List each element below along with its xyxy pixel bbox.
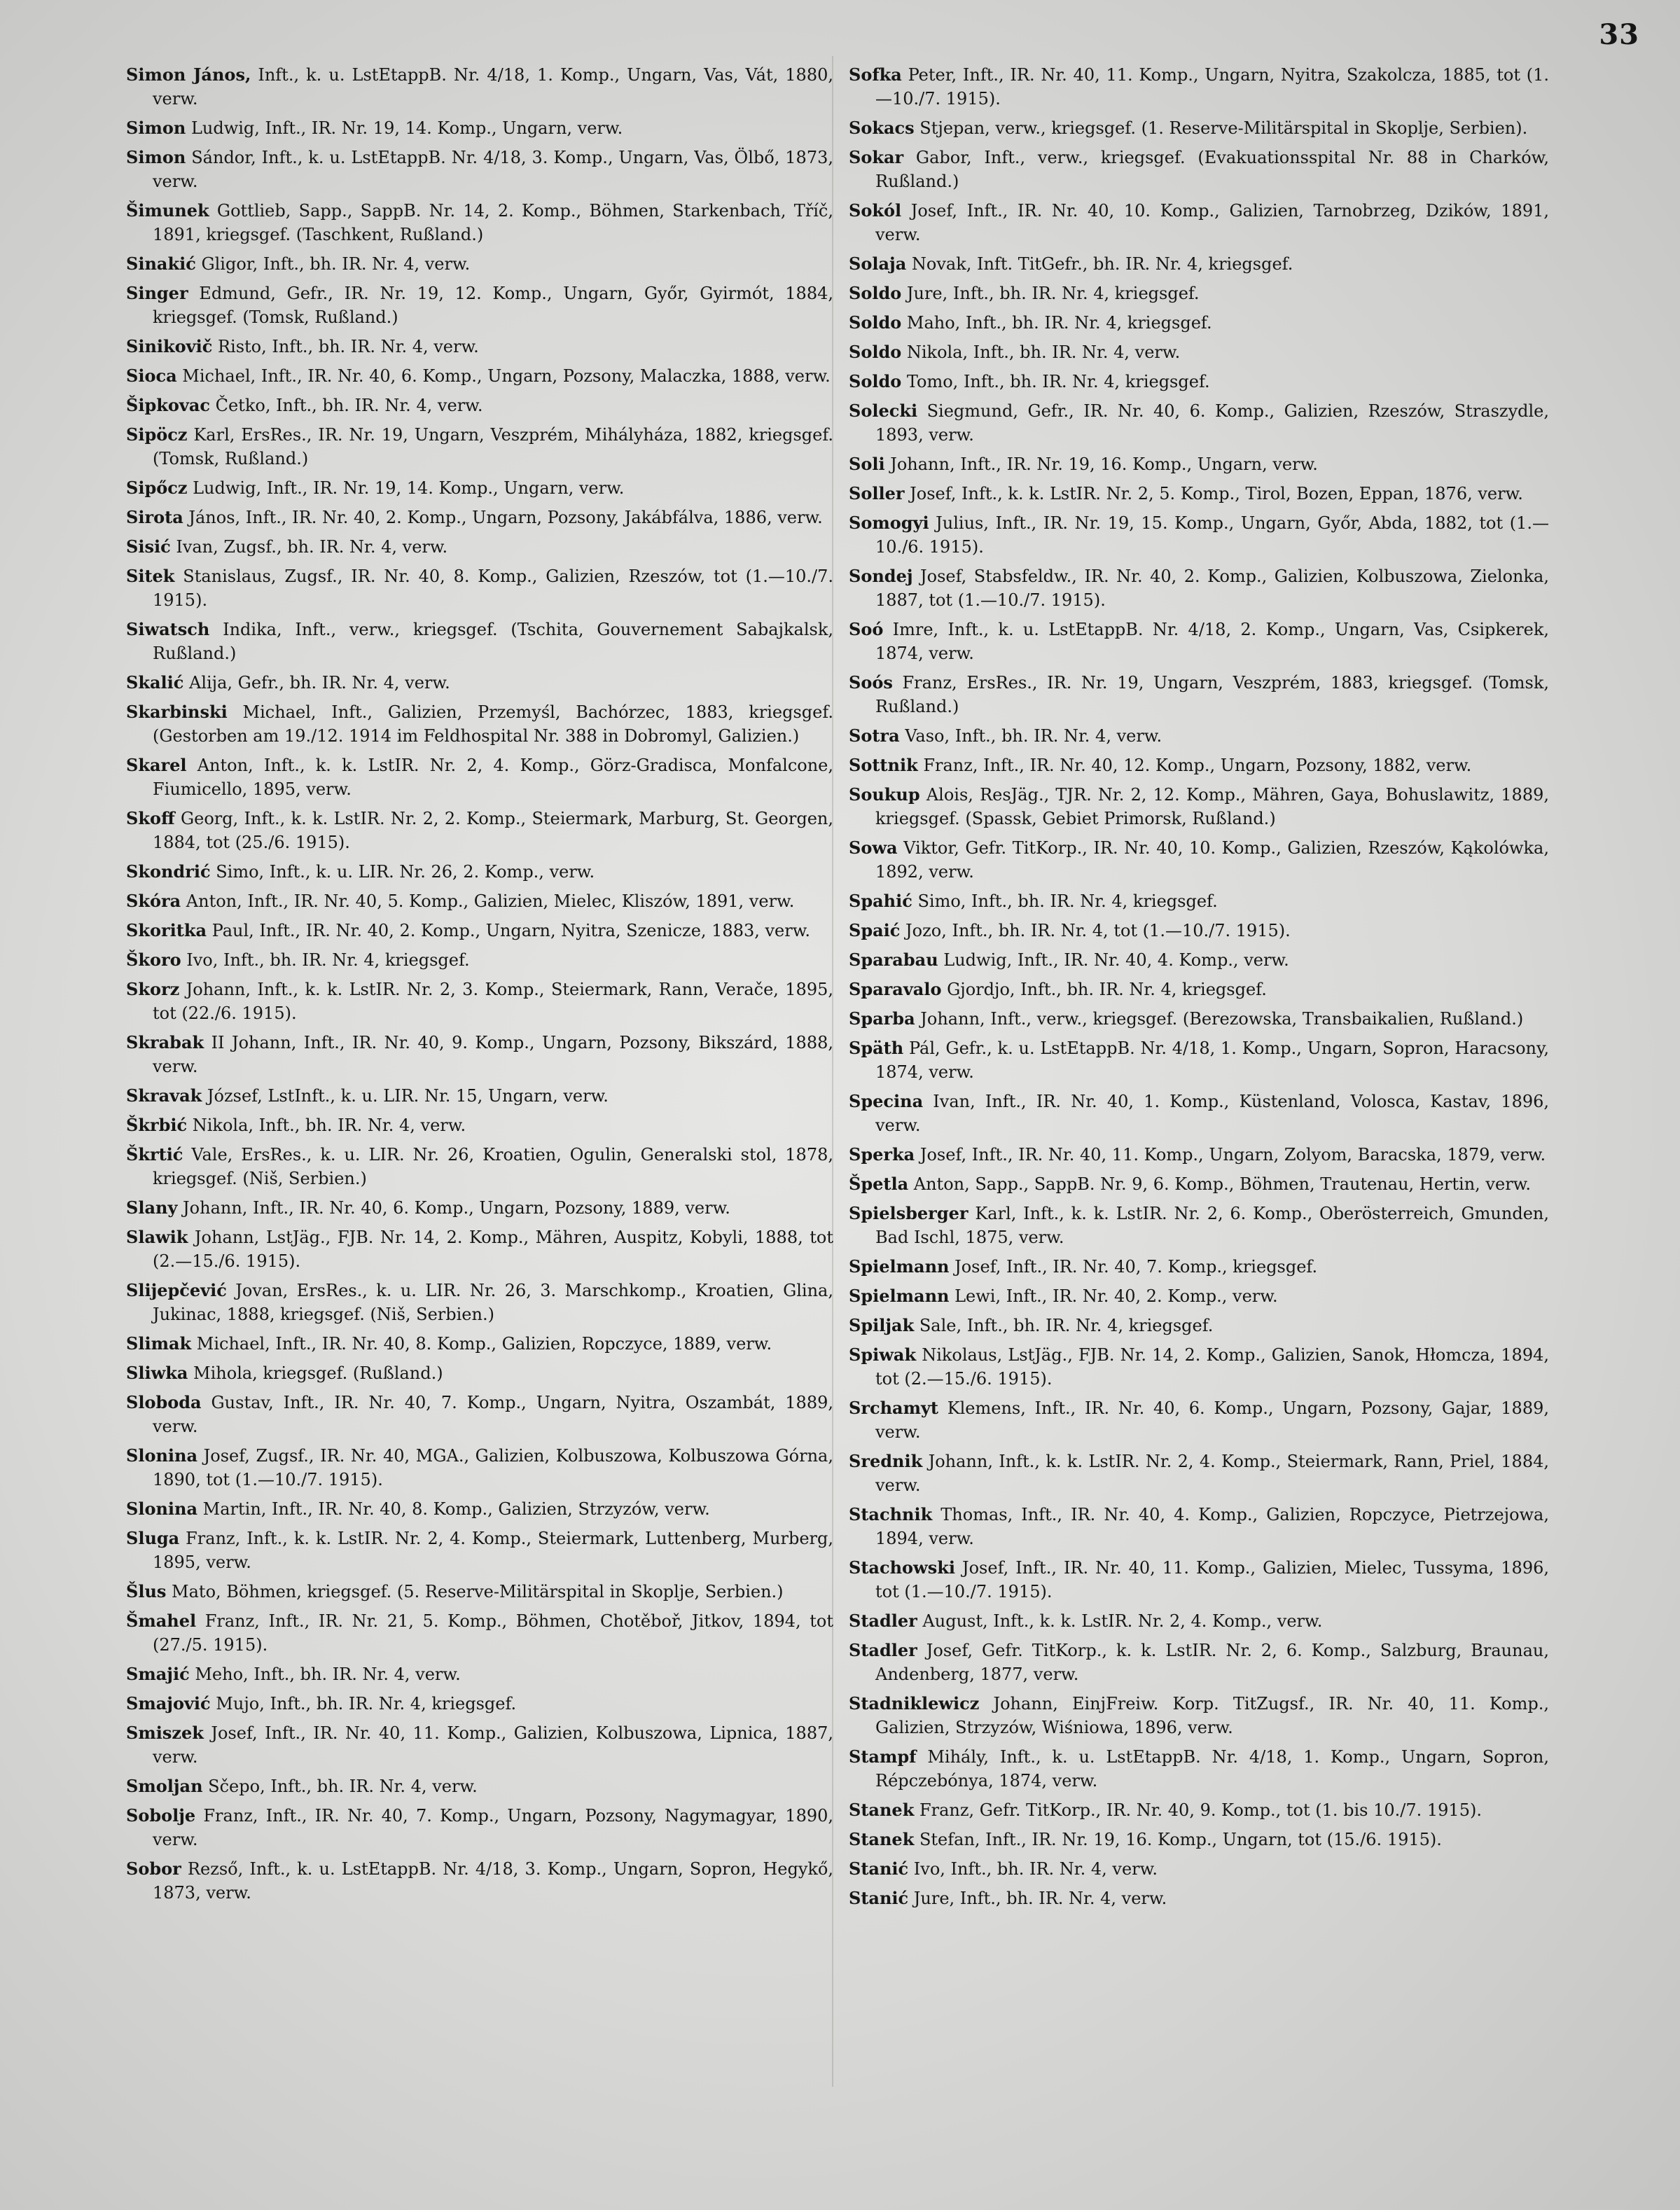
entry-details: Gligor, Inft., bh. IR. Nr. 4, verw. [195, 254, 471, 274]
roster-entry [849, 618, 1549, 665]
roster-entry [849, 889, 1549, 913]
entry-details: Josef, Inft., IR. Nr. 40, 7. Komp., kriegsgef. [949, 1257, 1318, 1277]
entry-surname: Sparabau [849, 950, 938, 970]
roster-entry [126, 860, 833, 884]
entry-surname: Specina [849, 1091, 924, 1111]
entry-details: Ivo, Inft., bh. IR. Nr. 4, kriegsgef. [181, 950, 470, 970]
roster-entry [849, 282, 1549, 305]
roster-entry [849, 1639, 1549, 1686]
entry-surname: Sowa [849, 838, 898, 858]
roster-entry [126, 1113, 833, 1137]
roster-entry [849, 1343, 1549, 1391]
entry-details: Johann, Inft., verw., kriegsgef. (Berezowska, Transbaikalien, Rußland.) [915, 1009, 1524, 1029]
entry-surname: Stampf [849, 1746, 917, 1767]
entry-details: August, Inft., k. k. LstIR. Nr. 2, 4. Komp., verw. [917, 1611, 1323, 1631]
entry-surname: Sottnik [849, 755, 918, 775]
entry-details: Mihola, kriegsgef. (Rußland.) [188, 1363, 443, 1383]
roster-entry [126, 948, 833, 972]
roster-entry [849, 511, 1549, 559]
entry-details: Nikola, Inft., bh. IR. Nr. 4, verw. [901, 342, 1181, 362]
entry-details: Nikolaus, LstJäg., FJB. Nr. 14, 2. Komp., Galizien, Sanok, Hłomcza, 1894, tot (2.—15./6. 1915). [875, 1345, 1549, 1389]
entry-details: Karl, Inft., k. k. LstIR. Nr. 2, 6. Komp., Oberösterreich, Gmunden, Bad Ischl, 1875, verw. [875, 1204, 1549, 1247]
entry-details: Johann, Inft., k. k. LstIR. Nr. 2, 4. Komp., Steiermark, Rann, Priel, 1884, verw. [875, 1452, 1549, 1495]
entry-surname: Sipőcz [126, 478, 188, 498]
roster-entry [126, 889, 833, 913]
entry-details: Ludwig, Inft., IR. Nr. 19, 14. Komp., Ungarn, verw. [187, 478, 625, 498]
entry-details: Rezső, Inft., k. u. LstEtappB. Nr. 4/18, 3. Komp., Ungarn, Sopron, Hegykő, 1873, verw. [153, 1859, 833, 1903]
entry-surname: Skoritka [126, 920, 207, 940]
entry-surname: Spaić [849, 920, 901, 940]
roster-entry [849, 1886, 1549, 1910]
page-number: 33 [1599, 18, 1639, 51]
entry-surname: Stanić [849, 1858, 909, 1879]
entry-details: Josef, Inft., IR. Nr. 40, 11. Komp., Ungarn, Zolyom, Baracska, 1879, verw. [915, 1145, 1546, 1165]
roster-entry [849, 1745, 1549, 1793]
roster-entry [849, 116, 1549, 140]
entry-surname: Šlus [126, 1581, 167, 1601]
entry-surname: Skravak [126, 1085, 202, 1106]
entry-surname: Skrabak [126, 1032, 204, 1052]
entry-surname: Soli [849, 454, 885, 474]
entry-details: Mato, Böhmen, kriegsgef. (5. Reserve-Militärspital in Skoplje, Serbien.) [166, 1582, 784, 1601]
entry-surname: Srednik [849, 1451, 923, 1471]
entry-surname: Soós [849, 672, 893, 693]
entry-details: Četko, Inft., bh. IR. Nr. 4, verw. [209, 396, 483, 415]
entry-details: Johann, EinjFreiw. Korp. TitZugsf., IR. Nr. 40, 11. Komp., Galizien, Strzyzów, Wiśniowa, 1896, verw. [875, 1694, 1549, 1737]
entry-details: Martin, Inft., IR. Nr. 40, 8. Komp., Galizien, Strzyzów, verw. [197, 1499, 710, 1519]
entry-details: Sándor, Inft., k. u. LstEtappB. Nr. 4/18, 3. Komp., Ungarn, Vas, Ölbő, 1873, verw. [153, 148, 833, 191]
entry-surname: Skarel [126, 755, 187, 775]
entry-surname: Somogyi [849, 513, 929, 533]
entry-details: Risto, Inft., bh. IR. Nr. 4, verw. [212, 337, 479, 356]
roster-entry [849, 482, 1549, 506]
entry-details: Stanislaus, Zugsf., IR. Nr. 40, 8. Komp., Galizien, Rzeszów, tot (1.—10./7. 1915). [153, 567, 833, 610]
roster-entry [849, 399, 1549, 447]
entry-surname: Sinakić [126, 253, 196, 274]
entry-surname: Sperka [849, 1144, 915, 1165]
entry-surname: Späth [849, 1038, 904, 1058]
entry-details: Alois, ResJäg., TJR. Nr. 2, 12. Komp., Mähren, Gaya, Bohuslawitz, 1889, kriegsgef. (Spassk, Gebiet Primorsk, Rußland.) [875, 785, 1549, 828]
roster-entry [849, 1828, 1549, 1851]
entry-details: Inft., k. u. LstEtappB. Nr. 4/18, 1. Komp., Ungarn, Vas, Vát, 1880, verw. [153, 65, 833, 109]
roster-entry [849, 948, 1549, 972]
entry-details: Vaso, Inft., bh. IR. Nr. 4, verw. [899, 726, 1162, 746]
entry-surname: Soldo [849, 342, 902, 362]
entry-details: Johann, Inft., k. k. LstIR. Nr. 2, 3. Komp., Steiermark, Rann, Verače, 1895, tot (22./6. 1915). [153, 980, 833, 1023]
entry-details: Lewi, Inft., IR. Nr. 40, 2. Komp., verw. [949, 1286, 1278, 1306]
entry-details: Anton, Inft., IR. Nr. 40, 5. Komp., Galizien, Mielec, Kliszów, 1891, verw. [181, 891, 795, 911]
entry-details: Jure, Inft., bh. IR. Nr. 4, verw. [908, 1889, 1167, 1908]
roster-entry [849, 370, 1549, 394]
entry-details: Meho, Inft., bh. IR. Nr. 4, verw. [189, 1665, 461, 1684]
roster-entry [126, 1527, 833, 1574]
roster-entry [126, 394, 833, 417]
roster-entry [126, 978, 833, 1025]
entry-surname: Soldo [849, 312, 902, 333]
roster-entry [126, 335, 833, 359]
entry-surname: Sirota [126, 507, 183, 527]
roster-entry [849, 1609, 1549, 1633]
roster-entry [126, 506, 833, 529]
roster-entry [849, 1556, 1549, 1604]
roster-entry [849, 452, 1549, 476]
roster-entry [126, 807, 833, 854]
entry-details: Vale, ErsRes., k. u. LIR. Nr. 26, Kroatien, Ogulin, Generalski stol, 1878, kriegsgef. (Niš, Serbien.) [153, 1145, 833, 1188]
roster-entry [126, 1084, 833, 1108]
roster-entry [126, 1662, 833, 1686]
entry-surname: Sofka [849, 64, 902, 85]
entry-details: Jovan, ErsRes., k. u. LIR. Nr. 26, 3. Marschkomp., Kroatien, Glina, Jukinac, 1888, kriegsgef. (Niš, Serbien.) [153, 1281, 833, 1324]
entry-surname: Sisić [126, 536, 171, 557]
entry-surname: Sokar [849, 147, 904, 167]
entry-surname: Sotra [849, 725, 900, 746]
roster-entry [849, 1503, 1549, 1550]
entry-details: Gabor, Inft., verw., kriegsgef. (Evakuationsspital Nr. 88 in Charków, Rußland.) [875, 148, 1549, 191]
entry-surname: Spielmann [849, 1286, 950, 1306]
entry-surname: Stadler [849, 1640, 917, 1660]
entry-surname: Slawik [126, 1227, 188, 1247]
entry-surname: Soller [849, 483, 905, 503]
entry-details: Novak, Inft. TitGefr., bh. IR. Nr. 4, kriegsgef. [906, 254, 1293, 274]
entry-surname: Srchamyt [849, 1398, 939, 1418]
entry-surname: Škrbić [126, 1115, 188, 1135]
entry-surname: Sipöcz [126, 424, 188, 445]
roster-entry [849, 753, 1549, 777]
roster-entry [849, 978, 1549, 1001]
entry-details: Viktor, Gefr. TitKorp., IR. Nr. 40, 10. Komp., Galizien, Rzeszów, Kąkolówka, 1892, verw. [875, 838, 1549, 882]
roster-entry [126, 1857, 833, 1905]
roster-entry [126, 1774, 833, 1798]
roster-entry [126, 1692, 833, 1716]
entry-details: Sčepo, Inft., bh. IR. Nr. 4, verw. [202, 1777, 478, 1796]
roster-entry [849, 340, 1549, 364]
roster-entry [126, 1143, 833, 1190]
entry-surname: Stanek [849, 1800, 915, 1820]
roster-entry [126, 364, 833, 388]
entry-details: Georg, Inft., k. k. LstIR. Nr. 2, 2. Komp., Steiermark, Marburg, St. Georgen, 1884, tot (25./6. 1915). [153, 809, 833, 852]
entry-details: Anton, Sapp., SappB. Nr. 9, 6. Komp., Böhmen, Trautenau, Hertin, verw. [908, 1174, 1531, 1194]
entry-details: Julius, Inft., IR. Nr. 19, 15. Komp., Ungarn, Győr, Abda, 1882, tot (1.—10./6. 1915). [875, 513, 1549, 557]
entry-surname: Spahić [849, 891, 912, 911]
entry-surname: Sparavalo [849, 979, 942, 999]
entry-details: Tomo, Inft., bh. IR. Nr. 4, kriegsgef. [901, 372, 1210, 391]
entry-surname: Solaja [849, 253, 907, 274]
roster-entry [126, 1391, 833, 1438]
entry-details: Maho, Inft., bh. IR. Nr. 4, kriegsgef. [901, 313, 1212, 333]
roster-entry [126, 1444, 833, 1492]
entry-surname: Sioca [126, 366, 177, 386]
entry-details: Mujo, Inft., bh. IR. Nr. 4, kriegsgef. [210, 1694, 517, 1714]
entry-details: Ivo, Inft., bh. IR. Nr. 4, verw. [908, 1859, 1158, 1879]
entry-surname: Spielsberger [849, 1203, 969, 1223]
entry-surname: Sobolje [126, 1805, 196, 1826]
roster-entry [126, 564, 833, 612]
entry-surname: Šmahel [126, 1611, 197, 1631]
entry-details: Gottlieb, Sapp., SappB. Nr. 14, 2. Komp., Böhmen, Starkenbach, Tříč, 1891, kriegsgef. (Taschkent, Rußland.) [153, 201, 833, 244]
entry-surname: Spielmann [849, 1256, 950, 1277]
entry-details: Franz, Gefr. TitKorp., IR. Nr. 40, 9. Komp., tot (1. bis 10./7. 1915). [914, 1800, 1482, 1820]
entry-surname: Skarbinski [126, 702, 228, 722]
entry-details: Mihály, Inft., k. u. LstEtappB. Nr. 4/18, 1. Komp., Ungarn, Sopron, Répczebónya, 1874, verw. [875, 1747, 1549, 1791]
roster-entry [849, 564, 1549, 612]
entry-surname: Smajić [126, 1664, 190, 1684]
entry-surname: Skoff [126, 808, 175, 828]
entry-details: Klemens, Inft., IR. Nr. 40, 6. Komp., Ungarn, Pozsony, Gajar, 1889, verw. [875, 1398, 1549, 1442]
entry-surname: Stachowski [849, 1557, 955, 1578]
entry-details: Ivan, Zugsf., bh. IR. Nr. 4, verw. [170, 537, 448, 557]
roster-entry [849, 252, 1549, 276]
entry-surname: Soldo [849, 283, 902, 303]
entry-details: Michael, Inft., Galizien, Przemyśl, Bachórzec, 1883, kriegsgef. (Gestorben am 19./12. 1914 im Feldhospital Nr. 388 in Dobromyl, Galizien.) [153, 702, 833, 746]
entry-surname: Sondej [849, 566, 913, 586]
entry-surname: Skondrić [126, 861, 211, 882]
entry-details: Michael, Inft., IR. Nr. 40, 8. Komp., Galizien, Ropczyce, 1889, verw. [191, 1334, 772, 1354]
roster-entry [849, 783, 1549, 831]
entry-surname: Sliwka [126, 1363, 188, 1383]
entry-surname: Slimak [126, 1333, 192, 1354]
entry-surname: Solecki [849, 401, 918, 421]
entry-details: Franz, Inft., k. k. LstIR. Nr. 2, 4. Komp., Steiermark, Luttenberg, Murberg, 1895, verw. [153, 1529, 833, 1572]
roster-entry [126, 1609, 833, 1657]
roster-entry [849, 1396, 1549, 1444]
entry-surname: Sobor [126, 1858, 181, 1879]
entry-details: Jozo, Inft., bh. IR. Nr. 4, tot (1.—10./7. 1915). [900, 921, 1291, 940]
entry-details: Ludwig, Inft., IR. Nr. 19, 14. Komp., Ungarn, verw. [186, 118, 623, 138]
entry-surname: Smiszek [126, 1723, 204, 1743]
entry-surname: Skóra [126, 891, 181, 911]
entry-details: Ludwig, Inft., IR. Nr. 40, 4. Komp., verw. [938, 950, 1289, 970]
entry-surname: Slany [126, 1197, 178, 1218]
roster-entry [126, 116, 833, 140]
entry-details: Imre, Inft., k. u. LstEtappB. Nr. 4/18, 2. Komp., Ungarn, Vas, Csipkerek, 1874, verw. [875, 620, 1549, 663]
entry-surname: Singer [126, 283, 188, 303]
roster-entry [126, 252, 833, 276]
entry-details: Sale, Inft., bh. IR. Nr. 4, kriegsgef. [914, 1316, 1214, 1335]
entry-details: Stefan, Inft., IR. Nr. 19, 16. Komp., Ungarn, tot (15./6. 1915). [914, 1830, 1442, 1849]
roster-entry [126, 63, 833, 111]
roster-entry [126, 1497, 833, 1521]
roster-entry [849, 836, 1549, 884]
entry-surname: Smajović [126, 1693, 211, 1714]
entry-surname: Sluga [126, 1528, 180, 1548]
entry-surname: Smoljan [126, 1776, 203, 1796]
roster-entry [849, 1143, 1549, 1167]
roster-entry [126, 1721, 833, 1769]
entry-details: Peter, Inft., IR. Nr. 40, 11. Komp., Ungarn, Nyitra, Szakolcza, 1885, tot (1.—10./7. 1915). [875, 65, 1549, 109]
entry-details: Edmund, Gefr., IR. Nr. 19, 12. Komp., Ungarn, Győr, Gyirmót, 1884, kriegsgef. (Tomsk, Rußland.) [153, 284, 833, 327]
entry-details: Josef, Inft., IR. Nr. 40, 11. Komp., Galizien, Kolbuszowa, Lipnica, 1887, verw. [153, 1723, 833, 1767]
entry-surname: Slonina [126, 1445, 198, 1466]
roster-entry [849, 919, 1549, 943]
entry-details: Johann, LstJäg., FJB. Nr. 14, 2. Komp., Mähren, Auspitz, Kobyli, 1888, tot (2.—15./6. 1915). [153, 1228, 833, 1271]
entry-details: Franz, Inft., IR. Nr. 40, 7. Komp., Ungarn, Pozsony, Nagymagyar, 1890, verw. [153, 1806, 833, 1849]
roster-entry [849, 1036, 1549, 1084]
entry-details: Jure, Inft., bh. IR. Nr. 4, kriegsgef. [901, 284, 1200, 303]
entry-details: Franz, ErsRes., IR. Nr. 19, Ungarn, Veszprém, 1883, kriegsgef. (Tomsk, Rußland.) [875, 673, 1549, 716]
roster-entry [849, 199, 1549, 246]
entry-details: Karl, ErsRes., IR. Nr. 19, Ungarn, Veszprém, Mihályháza, 1882, kriegsgef. (Tomsk, Rußland.) [153, 425, 833, 468]
entry-details: János, Inft., IR. Nr. 40, 2. Komp., Ungarn, Pozsony, Jakábfálva, 1886, verw. [183, 508, 823, 527]
roster-entry [126, 671, 833, 695]
entry-surname: Špetla [849, 1174, 909, 1194]
roster-entry [126, 1031, 833, 1078]
entry-details: Siegmund, Gefr., IR. Nr. 40, 6. Komp., Galizien, Rzeszów, Straszydle, 1893, verw. [875, 401, 1549, 445]
entry-details: Indika, Inft., verw., kriegsgef. (Tschita, Gouvernement Sabajkalsk, Rußland.) [153, 620, 833, 663]
entry-details: Thomas, Inft., IR. Nr. 40, 4. Komp., Galizien, Ropczyce, Pietrzejowa, 1894, verw. [875, 1505, 1549, 1548]
roster-entry [126, 618, 833, 665]
roster-entry [849, 311, 1549, 335]
entry-surname: Spiljak [849, 1315, 915, 1335]
entry-details: Josef, Stabsfeldw., IR. Nr. 40, 2. Komp., Galizien, Kolbuszowa, Zielonka, 1887, tot (1.—10./7. 1915). [875, 567, 1549, 610]
entry-surname: Simon János, [126, 64, 251, 85]
entry-surname: Sloboda [126, 1392, 202, 1412]
roster-entry [126, 282, 833, 329]
roster-entry [849, 1202, 1549, 1249]
roster-entry [849, 1172, 1549, 1196]
roster-entry [849, 1007, 1549, 1031]
entry-surname: Soldo [849, 371, 902, 391]
entry-surname: Škrtić [126, 1144, 183, 1165]
entry-surname: Soukup [849, 784, 920, 805]
entry-details: Nikola, Inft., bh. IR. Nr. 4, verw. [187, 1116, 466, 1135]
entry-details: Alija, Gefr., bh. IR. Nr. 4, verw. [183, 673, 450, 693]
roster-entry [849, 1857, 1549, 1881]
roster-entry [126, 1580, 833, 1604]
entry-details: Josef, Inft., IR. Nr. 40, 10. Komp., Galizien, Tarnobrzeg, Dzików, 1891, verw. [875, 201, 1549, 244]
entry-surname: Sinikovič [126, 336, 213, 356]
entry-surname: Šimunek [126, 200, 209, 221]
entry-details: Johann, Inft., IR. Nr. 19, 16. Komp., Ungarn, verw. [884, 454, 1318, 474]
roster-entry [849, 1314, 1549, 1337]
entry-details: Josef, Gefr. TitKorp., k. k. LstIR. Nr. 2, 6. Komp., Salzburg, Braunau, Andenberg, 1877, verw. [875, 1641, 1549, 1684]
roster-entry [126, 146, 833, 193]
entry-surname: Skalić [126, 672, 184, 693]
entry-surname: Škoro [126, 950, 181, 970]
roster-entry [126, 1804, 833, 1851]
roster-entry [849, 63, 1549, 111]
roster-entry [126, 1279, 833, 1326]
entry-details: József, LstInft., k. u. LIR. Nr. 15, Ungarn, verw. [202, 1086, 609, 1106]
entry-details: Gustav, Inft., IR. Nr. 40, 7. Komp., Ungarn, Nyitra, Oszambát, 1889, verw. [153, 1393, 833, 1436]
entry-details: Franz, Inft., IR. Nr. 21, 5. Komp., Böhmen, Chotěboř, Jitkov, 1894, tot (27./5. 1915). [153, 1611, 833, 1655]
entry-surname: Siwatsch [126, 619, 210, 639]
entry-details: Ivan, Inft., IR. Nr. 40, 1. Komp., Küstenland, Volosca, Kastav, 1896, verw. [875, 1092, 1549, 1135]
roster-entry [126, 423, 833, 471]
entry-surname: Sokól [849, 200, 902, 221]
roster-entry [126, 700, 833, 748]
entry-surname: Slijepčević [126, 1280, 227, 1300]
right-column [849, 63, 1549, 1916]
entry-surname: Stanek [849, 1829, 915, 1849]
entry-surname: Simon [126, 118, 186, 138]
roster-entry [849, 146, 1549, 193]
entry-details: Pál, Gefr., k. u. LstEtappB. Nr. 4/18, 1. Komp., Ungarn, Sopron, Haracsony, 1874, verw. [875, 1038, 1549, 1082]
entry-details: Josef, Inft., k. k. LstIR. Nr. 2, 5. Komp., Tirol, Bozen, Eppan, 1876, verw. [904, 484, 1523, 503]
roster-entry [126, 535, 833, 559]
entry-surname: Sokacs [849, 118, 915, 138]
entry-details: Simo, Inft., bh. IR. Nr. 4, kriegsgef. [912, 891, 1218, 911]
entry-details: Franz, Inft., IR. Nr. 40, 12. Komp., Ungarn, Pozsony, 1882, verw. [917, 756, 1472, 775]
entry-surname: Stanić [849, 1888, 909, 1908]
entry-details: Anton, Inft., k. k. LstIR. Nr. 2, 4. Komp., Görz-Gradisca, Monfalcone, Fiumicello, 1895, verw. [153, 756, 833, 799]
entry-surname: Šipkovac [126, 395, 210, 415]
roster-entry [849, 1692, 1549, 1739]
roster-entry [849, 1798, 1549, 1822]
entry-surname: Sitek [126, 566, 175, 586]
left-column [126, 63, 833, 1910]
entry-surname: Stadniklewicz [849, 1693, 980, 1714]
roster-entry [126, 919, 833, 943]
roster-entry [126, 1332, 833, 1356]
entry-details: II Johann, Inft., IR. Nr. 40, 9. Komp., Ungarn, Pozsony, Bikszárd, 1888, verw. [153, 1033, 833, 1076]
entry-surname: Sparba [849, 1008, 915, 1029]
roster-entry [126, 1196, 833, 1220]
entry-details: Michael, Inft., IR. Nr. 40, 6. Komp., Ungarn, Pozsony, Malaczka, 1888, verw. [176, 366, 831, 386]
entry-surname: Stachnik [849, 1504, 933, 1524]
entry-details: Josef, Inft., IR. Nr. 40, 11. Komp., Galizien, Mielec, Tussyma, 1896, tot (1.—10./7. 1915). [875, 1558, 1549, 1601]
roster-entry [849, 724, 1549, 748]
roster-entry [126, 1361, 833, 1385]
roster-entry [126, 199, 833, 246]
roster-entry [126, 1225, 833, 1273]
roster-entry [126, 476, 833, 500]
entry-surname: Stadler [849, 1611, 917, 1631]
roster-entry [849, 671, 1549, 718]
roster-entry [849, 1284, 1549, 1308]
entry-surname: Soó [849, 619, 884, 639]
roster-entry [126, 753, 833, 801]
entry-details: Paul, Inft., IR. Nr. 40, 2. Komp., Ungarn, Nyitra, Szenicze, 1883, verw. [207, 921, 811, 940]
roster-entry [849, 1255, 1549, 1279]
entry-details: Simo, Inft., k. u. LIR. Nr. 26, 2. Komp., verw. [210, 862, 595, 882]
entry-surname: Spiwak [849, 1344, 917, 1365]
entry-details: Gjordjo, Inft., bh. IR. Nr. 4, kriegsgef. [941, 980, 1267, 999]
entry-details: Josef, Zugsf., IR. Nr. 40, MGA., Galizien, Kolbuszowa, Kolbuszowa Górna, 1890, tot (1.—10./7. 1915). [153, 1446, 833, 1489]
roster-entry [849, 1450, 1549, 1497]
entry-details: Stjepan, verw., kriegsgef. (1. Reserve-Militärspital in Skoplje, Serbien). [914, 118, 1528, 138]
entry-surname: Simon [126, 147, 186, 167]
roster-entry [849, 1090, 1549, 1137]
entry-surname: Skorz [126, 979, 180, 999]
entry-surname: Slonina [126, 1499, 198, 1519]
entry-details: Johann, Inft., IR. Nr. 40, 6. Komp., Ungarn, Pozsony, 1889, verw. [177, 1198, 730, 1218]
